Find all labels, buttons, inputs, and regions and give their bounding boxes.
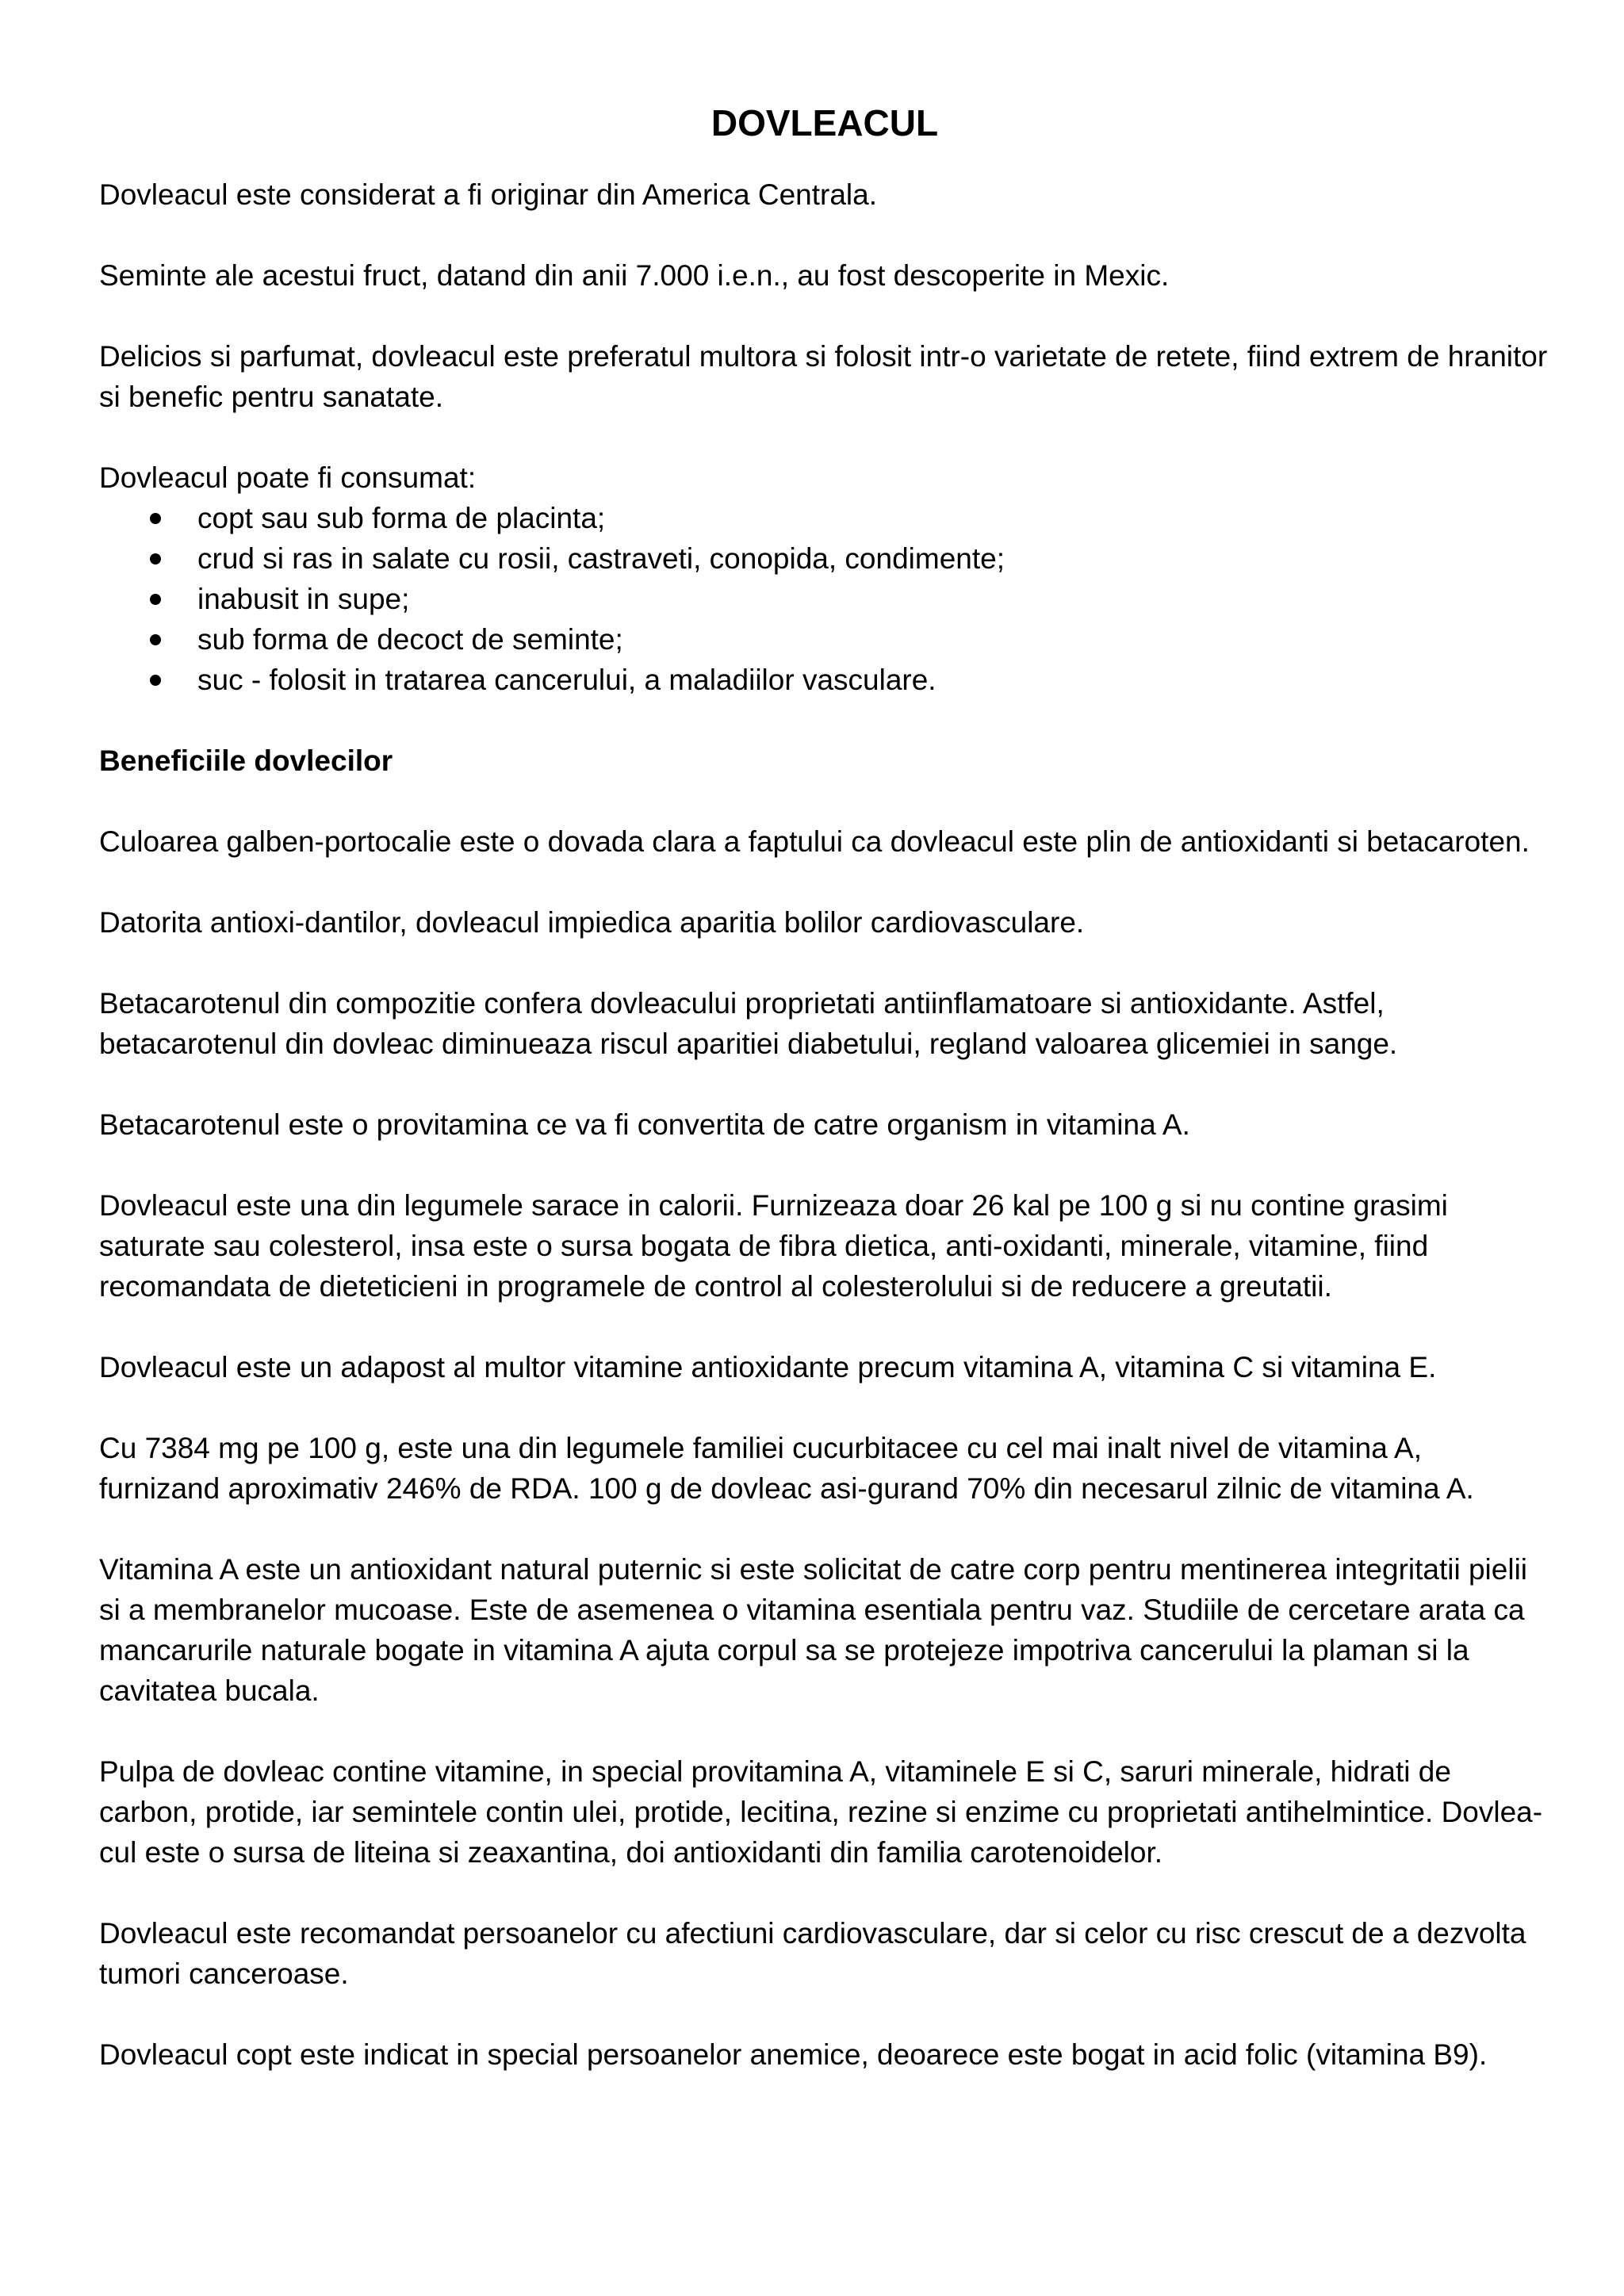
body-paragraph: Dovleacul este una din legumele sarace in calorii. Furnizeaza doar 26 kal pe 100 g si nu contine grasimi saturate sau colesterol, insa este o sursa bogata de fibra dietica, anti-oxidanti, minerale, vitamine, fiind recomandata de dieteticieni in programele de control al colesterolului si de reducere a greutatii. <box>99 1189 1448 1303</box>
section-heading: Beneficiile dovlecilor <box>99 744 393 777</box>
list-item-text: copt sau sub forma de placinta; <box>197 502 606 534</box>
bullet-icon <box>150 553 161 564</box>
body-paragraph: Culoarea galben-portocalie este o dovada clara a faptului ca dovleacul este plin de antioxidanti si betacaroten. <box>99 825 1530 858</box>
document-title: DOVLEACUL <box>710 102 939 144</box>
intro-paragraph: Delicios si parfumat, dovleacul este preferatul multora si folosit intr-o varietate de retete, fiind extrem de hranitor si benefic pentru sanatate. <box>99 340 1548 413</box>
body-paragraph: Datorita antioxi-dantilor, dovleacul impiedica aparitia bolilor cardiovasculare. <box>99 906 1085 939</box>
body-paragraph: Vitamina A este un antioxidant natural puternic si este solicitat de catre corp pentru mentinerea integritatii pielii si a membranelor mucoase. Este de asemenea o vitamina esentiala pentru vaz. Studiile de cercetare arata ca mancarurile naturale bogate in vitamina A ajuta corpul sa se protejeze impotriva cancerului la plaman si la cavitatea bucala. <box>99 1553 1528 1707</box>
body-paragraph: Dovleacul este un adapost al multor vitamine antioxidante precum vitamina A, vitamina C si vitamina E. <box>99 1351 1437 1383</box>
body-paragraph: Dovleacul este recomandat persoanelor cu afectiuni cardiovasculare, dar si celor cu risc crescut de a dezvolta tumori canceroase. <box>99 1917 1526 1990</box>
intro-paragraph: Dovleacul este considerat a fi originar din America Centrala. <box>99 178 877 211</box>
body-paragraph: Betacarotenul este o provitamina ce va fi convertita de catre organism in vitamina A. <box>99 1108 1190 1141</box>
list-item <box>99 660 1550 700</box>
bullet-icon <box>150 594 161 605</box>
list-item-text: inabusit in supe; <box>197 583 410 615</box>
body-paragraph: Betacarotenul din compozitie confera dovleacului proprietati antiinflamatoare si antioxidante. Astfel, betacarotenul din dovleac diminueaza riscul aparitiei diabetului, regland valoarea glicemiei in sange. <box>99 987 1398 1060</box>
bullet-icon <box>150 513 161 524</box>
document-page <box>99 99 1550 2115</box>
body-paragraph: Pulpa de dovleac contine vitamine, in special provitamina A, vitaminele E si C, saruri minerale, hidrati de carbon, protide, iar semintele contin ulei, protide, lecitina, rezine si enzime cu proprietati antihelmintice. Dovlea- cul este o sursa de liteina si zeaxantina, doi antioxidanti din familia carotenoidelor. <box>99 1755 1543 1869</box>
list-item-text: crud si ras in salate cu rosii, castraveti, conopida, condimente; <box>197 542 1005 575</box>
consumption-list <box>99 498 1550 700</box>
list-item <box>99 579 1550 619</box>
bullet-icon <box>150 675 161 686</box>
list-item-text: suc - folosit in tratarea cancerului, a maladiilor vasculare. <box>197 664 936 696</box>
list-item <box>99 619 1550 660</box>
list-item-text: sub forma de decoct de seminte; <box>197 623 623 656</box>
intro-paragraph: Seminte ale acestui fruct, datand din anii 7.000 i.e.n., au fost descoperite in Mexic. <box>99 259 1170 292</box>
bullet-icon <box>150 634 161 645</box>
list-item <box>99 498 1550 538</box>
body-paragraph: Cu 7384 mg pe 100 g, este una din legumele familiei cucurbitacee cu cel mai inalt nivel de vitamina A, furnizand aproximativ 246% de RDA. 100 g de dovleac asi-gurand 70% din necesarul zilnic de vitamina A. <box>99 1432 1474 1505</box>
list-item <box>99 538 1550 579</box>
body-paragraph: Dovleacul copt este indicat in special persoanelor anemice, deoarece este bogat in acid folic (vitamina B9). <box>99 2038 1488 2071</box>
consumption-lead: Dovleacul poate fi consumat: <box>99 461 477 494</box>
